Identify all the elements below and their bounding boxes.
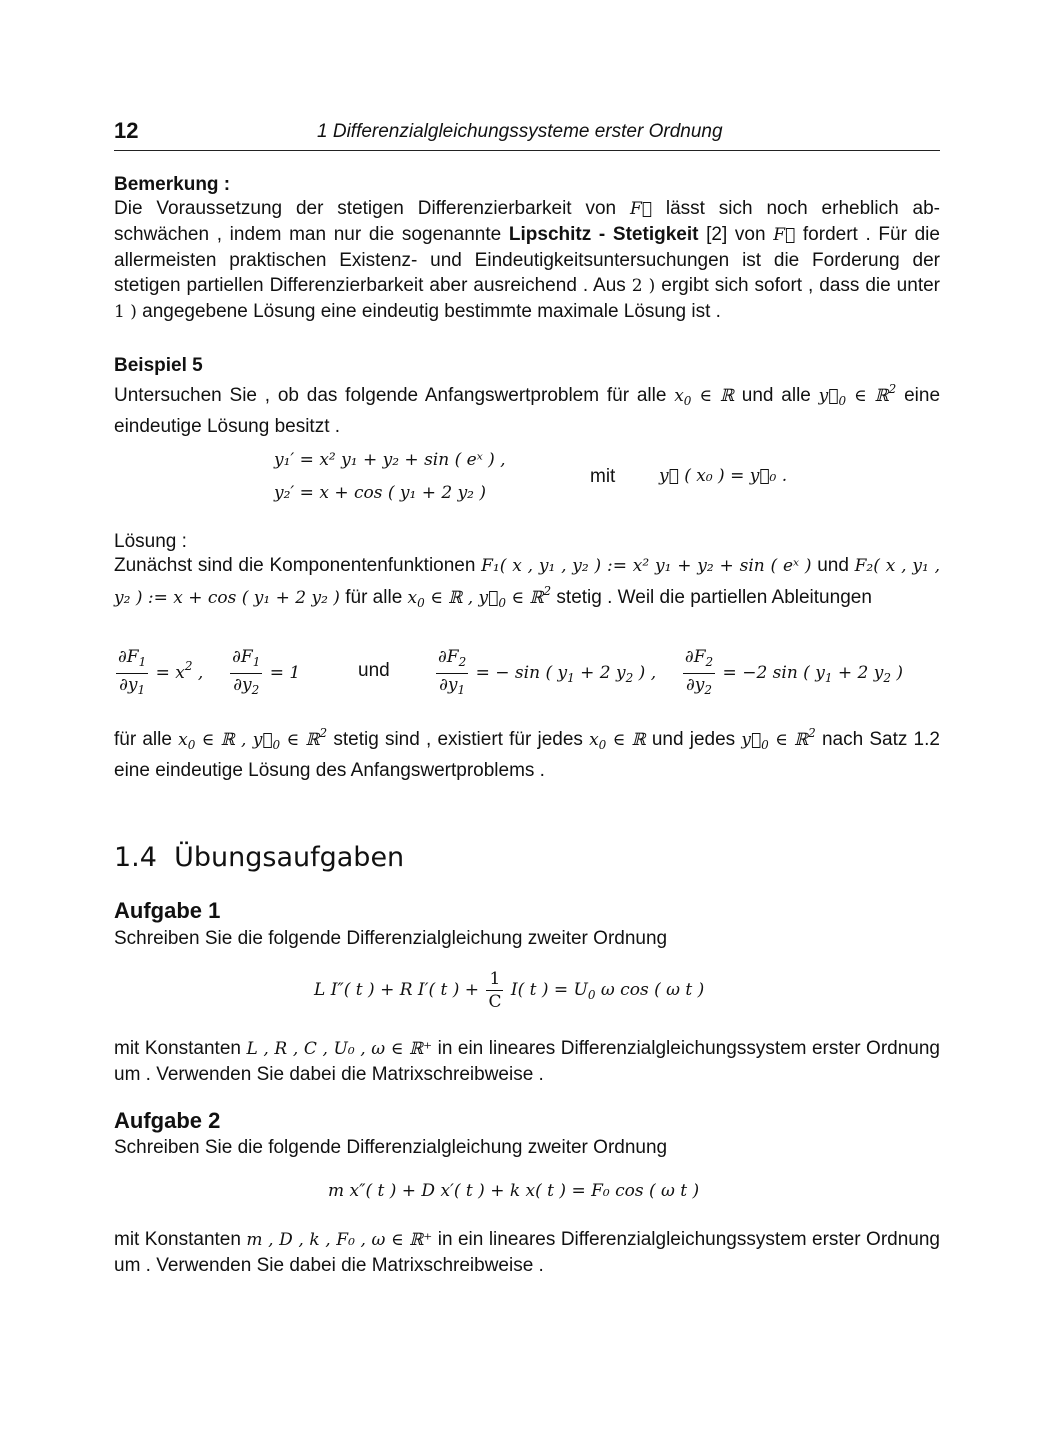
running-title: 1 Differenzialgleichungssysteme erster Ordnung [317,121,723,142]
task2-equation: m x″( t ) + D x′( t ) + k x( t ) = F₀ cos ( ω t ) [328,1181,700,1201]
remark-title: Bemerkung : [114,174,231,195]
remark-text: Die Voraussetzung der stetigen Differenzierbarkeit von F⃗ lässt sich noch erheblich ab- schwächen , indem man nur die sogenannte Lipschitz - Stetigkeit [2] von F⃗ fordert . Für die allermeisten praktischen Existenz- und Eindeutigkeitsuntersuchungen ist die Forderung der stetigen partiellen Differenzierbarkeit aber ausreichend . Aus 2 ) ergibt sich sofort , dass die unter 1 ) angegebene Lösung eine eindeutig bestimmte maximale Lösung ist . [114,198,940,322]
task2-intro: Schreiben Sie die folgende Differenzialgleichung zweiter Ordnung [114,1137,668,1158]
solution-conclusion: für alle $x_0$ ∈ ℝ , $y⃗_0$ ∈ ℝ$^2$ stetig sind , existiert für jedes $x_0$ ∈ ℝ und jedes $y⃗_0$ ∈ ℝ$^2$ nach Satz 1.2 eine eindeutige Lösung des Anfangswertproblems . [114,726,940,781]
und-label: und [358,660,390,681]
solution-text: Zunächst sind die Komponentenfunktionen F₁( x , y₁ , y₂ ) := x² y₁ + y₂ + sin ( eˣ ) und F₂( x , y₁ , y₂ ) := x + cos ( y₁ + 2 y₂ ) für alle $x_0$ ∈ ℝ , $y⃗_0$ ∈ ℝ$^2$ stetig . Weil die partiellen Ableitungen [114,555,940,610]
task1-text: mit Konstanten L , R , C , U₀ , ω ∈ ℝ⁺ in ein lineares Differenzialgleichungssystem erster Ordnung um . Verwenden Sie dabei die Matrixschreibweise . [114,1038,940,1085]
page-number: 12 [114,118,139,143]
vector-f: F⃗ [629,199,652,219]
task2-text: mit Konstanten m , D , k , F₀ , ω ∈ ℝ⁺ in ein lineares Differenzialgleichungssystem erster Ordnung um . Verwenden Sie dabei die Matrixschreibweise . [114,1229,940,1276]
task1-title: Aufgabe 1 [114,898,221,923]
initial-condition: y⃗ ( x₀ ) = y⃗₀ . [659,466,788,486]
mit-label: mit [590,466,616,487]
solution-title: Lösung : [114,531,187,552]
example-title: Beispiel 5 [114,355,203,376]
partial-derivatives-f2: $\frac{\partial F_2}{\partial y_1}$ = − sin ( $y_1 + 2$ $y_2$ ) , $\frac{\partial F_2}{\partial y_2}$ = −2 sin ( $y_1 + 2$ $y_2$ ) [438,647,904,697]
page-header [114,118,940,151]
task2-title: Aufgabe 2 [114,1108,221,1133]
section-heading: 1.4 Übungsaufgaben [114,842,405,873]
example-text: Untersuchen Sie , ob das folgende Anfangswertproblem für alle $x_0$ ∈ ℝ und alle $y⃗_0$ ∈ ℝ$^2$ eine eindeutige Lösung besitzt . [114,382,941,437]
equation-y1: y₁′ = x² y₁ + y₂ + sin ( eˣ ) , [274,450,506,470]
task1-intro: Schreiben Sie die folgende Differenzialgleichung zweiter Ordnung [114,928,668,949]
partial-derivatives: $\frac{\partial F_1}{\partial y_1}$ = $x^2$ , $\frac{\partial F_1}{\partial y_2}$ = 1 [118,647,301,697]
equation-y2: y₂′ = x + cos ( y₁ + 2 y₂ ) [274,483,487,503]
task1-equation: L I″( t ) + R I′( t ) + $\frac{1}{C}$ I( t ) = $U_0$ ω cos ( ω t ) [314,969,705,1012]
